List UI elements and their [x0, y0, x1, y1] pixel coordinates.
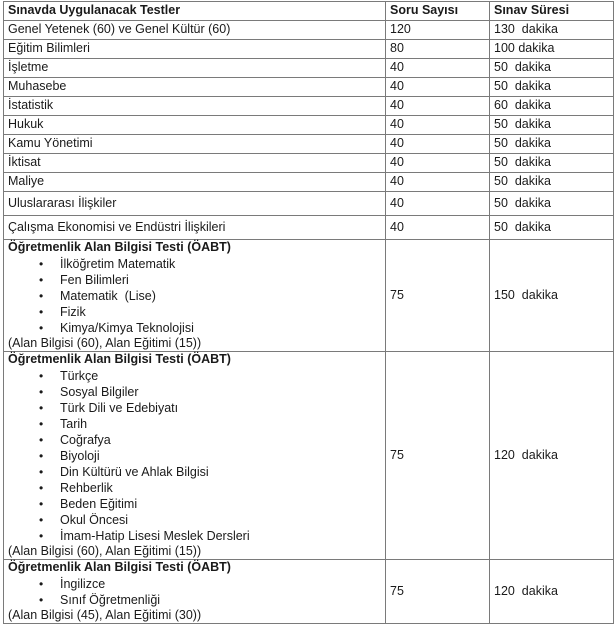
- test-name-cell: Genel Yetenek (60) ve Genel Kültür (60): [4, 21, 386, 40]
- bullet-icon: •: [39, 432, 44, 447]
- subject-label: Türk Dili ve Edebiyatı: [60, 400, 179, 415]
- bullet-icon: •: [39, 576, 44, 591]
- exam-duration-cell: 120 dakika: [490, 560, 614, 624]
- question-count-cell: 40: [386, 78, 490, 97]
- bullet-icon: •: [39, 480, 44, 495]
- question-count-cell: 75: [386, 240, 490, 352]
- bullet-icon: •: [39, 528, 44, 543]
- bullet-icon: •: [39, 320, 44, 335]
- subject-list: [8, 576, 385, 608]
- question-count-cell: 40: [386, 154, 490, 173]
- bullet-icon: •: [39, 256, 44, 271]
- subject-list-item: [8, 576, 385, 592]
- subject-list-item: [8, 272, 385, 288]
- subject-label: Biyoloji: [60, 448, 100, 463]
- table-row: [4, 116, 614, 135]
- subject-label: Din Kültürü ve Ahlak Bilgisi: [60, 464, 209, 479]
- bullet-icon: •: [39, 416, 44, 431]
- question-count-cell: 40: [386, 116, 490, 135]
- header-exam-duration: Sınav Süresi: [490, 2, 614, 21]
- subject-list: [8, 256, 385, 336]
- subject-label: Matematik (Lise): [60, 288, 156, 303]
- test-name-cell: İstatistik: [4, 97, 386, 116]
- exam-duration-cell: 50 dakika: [490, 216, 614, 240]
- subject-label: Tarih: [60, 416, 88, 431]
- subject-list-item: [8, 512, 385, 528]
- subject-label: İmam-Hatip Lisesi Meslek Dersleri: [60, 528, 250, 543]
- table-row: [4, 40, 614, 59]
- question-count-cell: 40: [386, 192, 490, 216]
- test-name-cell: Maliye: [4, 173, 386, 192]
- exam-duration-cell: 50 dakika: [490, 173, 614, 192]
- bullet-icon: •: [39, 592, 44, 607]
- oabt-group-cell: [4, 352, 386, 560]
- subject-list-item: [8, 592, 385, 608]
- test-name-cell: Hukuk: [4, 116, 386, 135]
- test-name-cell: İşletme: [4, 59, 386, 78]
- subject-list-item: [8, 368, 385, 384]
- subject-label: Rehberlik: [60, 480, 113, 495]
- question-count-cell: 40: [386, 173, 490, 192]
- bullet-icon: •: [39, 304, 44, 319]
- subject-list-item: [8, 480, 385, 496]
- bullet-icon: •: [39, 272, 44, 287]
- test-name-cell: İktisat: [4, 154, 386, 173]
- subject-list-item: [8, 256, 385, 272]
- test-name-cell: Eğitim Bilimleri: [4, 40, 386, 59]
- bullet-icon: •: [39, 368, 44, 383]
- question-count-cell: 75: [386, 560, 490, 624]
- subject-list-item: [8, 416, 385, 432]
- subject-list-item: [8, 448, 385, 464]
- exam-duration-cell: 50 dakika: [490, 135, 614, 154]
- subject-label: Türkçe: [60, 368, 99, 383]
- exam-duration-cell: 50 dakika: [490, 154, 614, 173]
- group-title: Öğretmenlik Alan Bilgisi Testi (ÖABT): [8, 560, 231, 574]
- bullet-icon: •: [39, 400, 44, 415]
- oabt-group-cell: [4, 560, 386, 624]
- bullet-icon: •: [39, 384, 44, 399]
- subject-list-item: [8, 288, 385, 304]
- group-note: (Alan Bilgisi (60), Alan Eğitimi (15)): [8, 543, 202, 558]
- subject-list-item: [8, 304, 385, 320]
- table-row: [4, 78, 614, 97]
- bullet-icon: •: [39, 464, 44, 479]
- subject-list-item: [8, 496, 385, 512]
- oabt-group-row: [4, 240, 614, 352]
- exam-duration-cell: 120 dakika: [490, 352, 614, 560]
- subject-list-item: [8, 464, 385, 480]
- exam-duration-cell: 60 dakika: [490, 97, 614, 116]
- table-row: [4, 135, 614, 154]
- subject-label: Beden Eğitimi: [60, 496, 138, 511]
- table-row: [4, 216, 614, 240]
- subject-list-item: [8, 400, 385, 416]
- bullet-icon: •: [39, 512, 44, 527]
- test-name-cell: Muhasebe: [4, 78, 386, 97]
- test-name-cell: Kamu Yönetimi: [4, 135, 386, 154]
- exam-duration-cell: 50 dakika: [490, 59, 614, 78]
- exam-duration-cell: 50 dakika: [490, 192, 614, 216]
- bullet-icon: •: [39, 496, 44, 511]
- exam-duration-cell: 130 dakika: [490, 21, 614, 40]
- oabt-group-row: [4, 352, 614, 560]
- test-name-cell: Çalışma Ekonomisi ve Endüstri İlişkileri: [4, 216, 386, 240]
- table-row: [4, 192, 614, 216]
- subject-list-item: [8, 528, 385, 544]
- table-row: [4, 21, 614, 40]
- test-name-cell: Uluslararası İlişkiler: [4, 192, 386, 216]
- group-note: (Alan Bilgisi (45), Alan Eğitimi (30)): [8, 607, 202, 622]
- question-count-cell: 75: [386, 352, 490, 560]
- group-title: Öğretmenlik Alan Bilgisi Testi (ÖABT): [8, 240, 231, 254]
- exam-duration-cell: 100 dakika: [490, 40, 614, 59]
- exam-duration-cell: 150 dakika: [490, 240, 614, 352]
- subject-label: Kimya/Kimya Teknolojisi: [60, 320, 194, 335]
- subject-label: Fen Bilimleri: [60, 272, 129, 287]
- subject-label: İngilizce: [60, 576, 106, 591]
- question-count-cell: 80: [386, 40, 490, 59]
- subject-label: Okul Öncesi: [60, 512, 129, 527]
- subject-label: İlköğretim Matematik: [60, 256, 176, 271]
- table-header-row: [4, 2, 614, 21]
- oabt-group-cell: [4, 240, 386, 352]
- table-row: [4, 59, 614, 78]
- subject-label: Sosyal Bilgiler: [60, 384, 139, 399]
- table-row: [4, 154, 614, 173]
- header-question-count: Soru Sayısı: [386, 2, 490, 21]
- question-count-cell: 40: [386, 135, 490, 154]
- exam-duration-cell: 50 dakika: [490, 116, 614, 135]
- subject-label: Sınıf Öğretmenliği: [60, 592, 161, 607]
- table-row: [4, 97, 614, 116]
- question-count-cell: 40: [386, 97, 490, 116]
- table-row: [4, 173, 614, 192]
- question-count-cell: 40: [386, 59, 490, 78]
- subject-list: [8, 368, 385, 544]
- group-note: (Alan Bilgisi (60), Alan Eğitimi (15)): [8, 335, 202, 350]
- subject-list-item: [8, 432, 385, 448]
- question-count-cell: 120: [386, 21, 490, 40]
- table-body: [4, 21, 614, 624]
- exam-duration-cell: 50 dakika: [490, 78, 614, 97]
- question-count-cell: 40: [386, 216, 490, 240]
- header-tests: Sınavda Uygulanacak Testler: [4, 2, 386, 21]
- subject-label: Coğrafya: [60, 432, 111, 447]
- exam-tests-table: [3, 1, 614, 624]
- group-title: Öğretmenlik Alan Bilgisi Testi (ÖABT): [8, 352, 231, 366]
- oabt-group-row: [4, 560, 614, 624]
- bullet-icon: •: [39, 288, 44, 303]
- subject-list-item: [8, 320, 385, 336]
- subject-list-item: [8, 384, 385, 400]
- bullet-icon: •: [39, 448, 44, 463]
- subject-label: Fizik: [60, 304, 86, 319]
